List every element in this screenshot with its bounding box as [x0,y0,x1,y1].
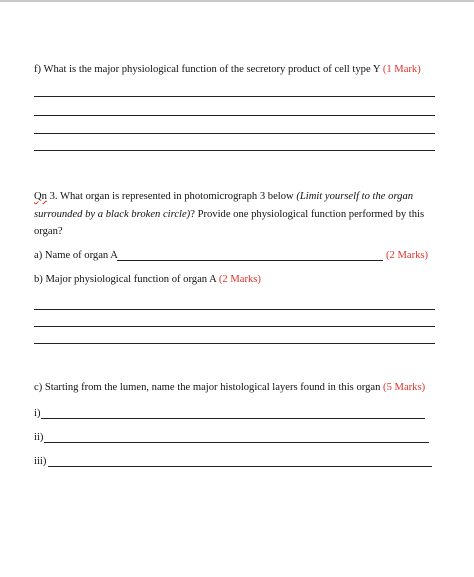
question-3-intro: 3. What organ is represented in photomicrograph 3 below [46,191,297,202]
layer-i-label: i) [34,408,41,419]
part-a-answer-line[interactable] [117,260,383,261]
question-f-text: f) What is the major physiological function of the secretory product of cell type Y [34,64,381,75]
part-b-marks: (2 Marks) [218,274,261,285]
layer-ii [34,432,43,443]
question-3-line-3 [34,226,63,237]
question-3-line-2 [34,209,424,220]
question-f [34,64,421,75]
part-a-marks: (2 Marks) [386,250,429,261]
question-3-italic: (Limit yourself to the organ [296,191,414,202]
layer-ii-answer-line[interactable] [44,442,429,443]
layer-iii-label: iii) [34,456,47,467]
layer-ii-label: ii) [34,432,44,443]
answer-line-f-1[interactable] [34,96,435,97]
question-3-italic-2: surrounded by a black broken circle) [34,209,191,220]
answer-line-b-3[interactable] [34,343,435,344]
question-3-line-1 [34,191,413,202]
question-3-rest: ? Provide one physiological function performed by this [190,209,425,220]
part-a [34,250,118,261]
layer-iii-answer-line[interactable] [48,466,432,467]
answer-line-f-3[interactable] [34,133,435,134]
part-c [34,382,425,393]
layer-iii [34,456,46,467]
part-b-label: b) Major physiological function of organ A [34,274,217,285]
answer-line-b-1[interactable] [34,309,435,310]
answer-line-b-2[interactable] [34,326,435,327]
part-a-label: a) Name of organ A [34,250,118,261]
part-c-label: c) Starting from the lumen, name the major histological layers found in this organ [34,382,381,393]
answer-line-f-2[interactable] [34,115,435,116]
question-3-organ: organ? [34,226,63,237]
layer-i-answer-line[interactable] [41,418,425,419]
question-f-marks: (1 Mark) [382,64,421,75]
part-b [34,274,261,285]
answer-line-f-4[interactable] [34,150,435,151]
part-c-marks: (5 Marks) [383,382,426,393]
layer-i [34,408,40,419]
page-top-border [0,0,474,2]
question-3-label: Qn [34,191,47,202]
